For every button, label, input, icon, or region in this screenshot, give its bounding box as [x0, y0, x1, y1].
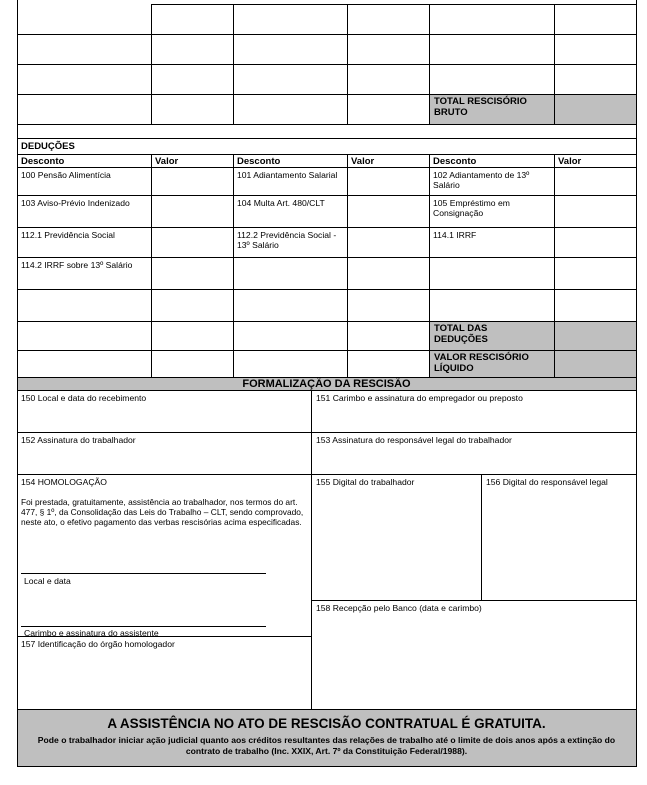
footer-text: Pode o trabalhador iniciar ação judicial quanto aos créditos resultantes das relações de trabalho até o limite de dois anos após a extinção do contrato de trabalho (Inc. XXIX, Art. 7º da Constituição Federal/1988). [37, 735, 616, 756]
col-header-valor-1: Valor [155, 156, 179, 167]
field-155-label: 155 Digital do trabalhador [316, 477, 415, 487]
deducao-item-114-2: 114.2 IRRF sobre 13º Salário [21, 260, 133, 270]
deducao-item-100: 100 Pensão Alimentícia [21, 170, 111, 180]
valor-rescisorio-liquido-label: VALOR RESCISÓRIO LÍQUIDO [434, 352, 529, 374]
homologacao-text: Foi prestada, gratuitamente, assistência ao trabalhador, nos termos do art. 477, § 1º, da Consolidação das Leis do Trabalho – CLT, sendo comprovado, neste ato, o efetivo pagamento das verbas rescisórias acima especificadas. [21, 497, 304, 528]
deducao-item-105: 105 Empréstimo em Consignação [433, 198, 510, 218]
deducao-item-101: 101 Adiantamento Salarial [237, 170, 338, 180]
col-header-desconto-1: Desconto [21, 156, 65, 167]
col-header-valor-3: Valor [558, 156, 582, 167]
deducao-item-114-1: 114.1 IRRF [433, 230, 477, 240]
footer-title: A ASSISTÊNCIA NO ATO DE RESCISÃO CONTRATUAL É GRATUITA. [107, 716, 546, 731]
formalizacao-title: FORMALIZAÇÃO DA RESCISÃO [242, 378, 411, 390]
deducao-item-104: 104 Multa Art. 480/CLT [237, 198, 325, 208]
deducao-item-112-1: 112.1 Previdência Social [21, 230, 115, 240]
deducao-item-112-2: 112.2 Previdência Social - 13º Salário [237, 230, 337, 250]
field-153-label: 153 Assinatura do responsável legal do trabalhador [316, 435, 512, 445]
col-header-desconto-2: Desconto [237, 156, 281, 167]
total-rescisorio-bruto-label: TOTAL RESCISÓRIO BRUTO [434, 96, 527, 118]
field-157-label: 157 Identificação do órgão homologador [21, 639, 175, 649]
field-152-label: 152 Assinatura do trabalhador [21, 435, 136, 445]
local-data-label: Local e data [24, 576, 71, 586]
deducao-item-102: 102 Adiantamento de 13º Salário [433, 170, 530, 190]
deducao-item-103: 103 Aviso-Prévio Indenizado [21, 198, 130, 208]
field-156-label: 156 Digital do responsável legal [486, 477, 608, 487]
deducoes-title: DEDUÇÕES [21, 141, 75, 152]
field-151-label: 151 Carimbo e assinatura do empregador ou preposto [316, 393, 523, 403]
field-150-label: 150 Local e data do recebimento [21, 393, 147, 403]
field-158-label: 158 Recepção pelo Banco (data e carimbo) [316, 603, 482, 613]
col-header-desconto-3: Desconto [433, 156, 477, 167]
col-header-valor-2: Valor [351, 156, 375, 167]
field-154-label: 154 HOMOLOGAÇÃO [21, 477, 107, 487]
carimbo-assistente-label: Carimbo e assinatura do assistente [24, 628, 159, 638]
total-deducoes-label: TOTAL DAS DEDUÇÕES [434, 323, 488, 345]
